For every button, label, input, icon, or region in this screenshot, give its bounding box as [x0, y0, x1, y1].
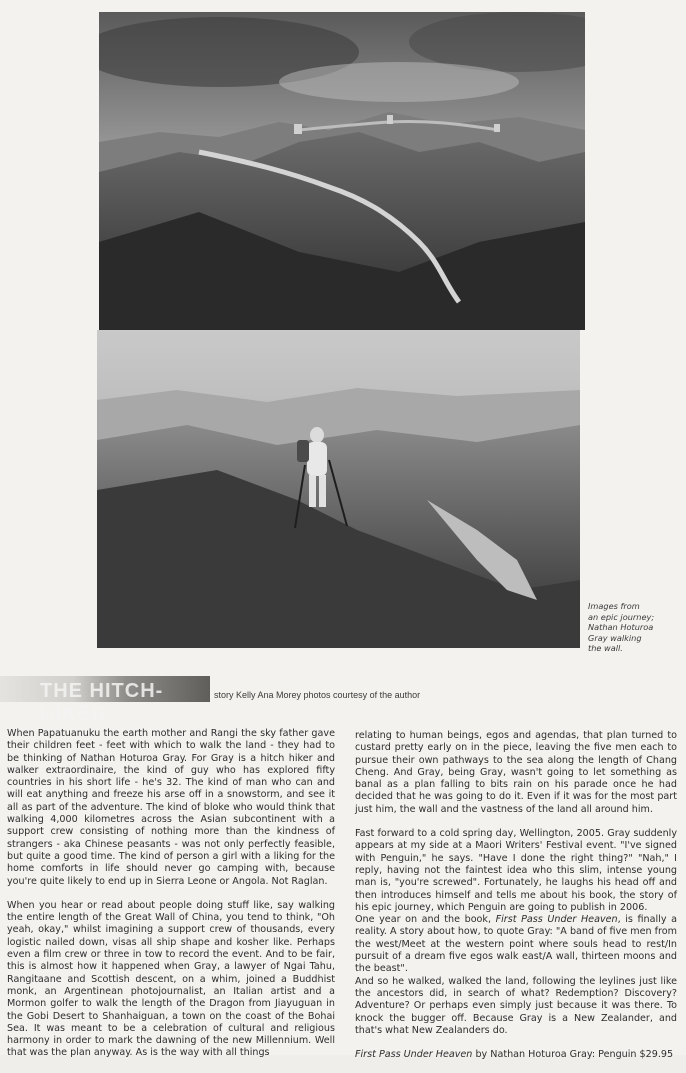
caption-line: Nathan Hoturoa [588, 622, 654, 632]
paragraph: Fast forward to a cold spring day, Wellington, 2005. Gray suddenly appears at my side at a Maori Writers' Festival event. "I've signed with Penguin," he says. "Have I done the right thing?" "Nah," I reply, having not the faintest idea who this slim, intense young man is, "you're screwed". Fortunately, he laughs his head off and then introduces himself and tells me about his book, the story of his epic journey, which Penguin are going to publish in 2006. [355, 828, 677, 913]
paragraph [355, 914, 677, 975]
article-title-band [0, 676, 210, 725]
paragraph: When Papatuanuku the earth mother and Rangi the sky father gave their children feet - feet with which to walk the land - they had to be thinking of Nathan Hoturoa Gray. For Gray is a hitch hiker and walker extraordinaire, the kind of guy who has explored fifty countries in his short life - he's 32. The kind of man who can and will eat anything and freeze his arse off in a snowstorm, and see it all as part of the adventure. The kind of bloke who would think that walking 4,000 kilometres across the Asian subcontinent with a support crew consisting of nothing more than the kindness of strangers - aka Chinese peasants - was not only perfectly feasible, but quite a good time. The kind of person a girl with a liking for the home comforts in life should never go camping with, because you're quite likely to end up in Sierra Leone or Angola. Not Raglan. [7, 728, 335, 887]
book-title: First Pass Under Heaven [495, 914, 618, 926]
great-wall-photo [99, 12, 585, 330]
photo-caption [588, 601, 664, 654]
caption-line: the wall. [588, 643, 623, 653]
paragraph: And so he walked, walked the land, following the leylines just like the ancestors did, in search of what? Redemption? Discovery? Adventure? Or perhaps even simply just because it was there. To knock the bugger off. Because Gray is a New Zealander, and that's what New Zealanders do. [355, 975, 677, 1036]
caption-line: Gray walking [588, 632, 642, 643]
paragraph: relating to human beings, egos and agendas, that plan turned to custard pretty early on in the piece, leaving the five men each to pursue their own pathways to the sea along the length of Chang Cheng. And Gray, being Gray, wasn't going to let something as banal as a plan falling to bits rain on his parade once he had decided that he was going to do it. Even if it was for the most part just him, the wall and the vastness of the land all around him. [355, 730, 677, 815]
article-title: THE HITCH-HIKER [40, 680, 164, 725]
hiker-photo [97, 330, 580, 648]
article-column-left [7, 728, 335, 1072]
paragraph-text: One year on and the book, [355, 914, 496, 926]
article-credit: story Kelly Ana Morey photos courtesy of the author [214, 690, 421, 700]
article-column-right [355, 730, 677, 1073]
paragraph: When you hear or read about people doing stuff like, say walking the entire length of the Great Wall of China, you tend to think, "Oh yeah, okay," whilst imagining a support crew of thousands, every logistic nailed down, visas all ship shape and kosher like. Perhaps even a film crew or three in tow to record the event. And to be fair, this is almost how it happened when Gray, a lawyer of Ngai Tahu, Rangitaane and Scottish descent, on a whim, joined a Buddhist monk, an Argentinean photojournalist, an Italian artist and a Mormon golfer to walk the length of the Dragon from Jiayuguan in the Gobi Desert to Shanhaiguan, a town on the coast of the Bohai Sea. It was meant to be a celebration of cultural and religious harmony in order to mark the dawning of the new Millennium. Well that was the plan anyway. As is the way with all things [7, 899, 335, 1059]
book-footer [355, 1049, 677, 1061]
caption-line: Images from [588, 601, 640, 611]
book-title: First Pass Under Heaven [355, 1049, 473, 1061]
paragraph-text: , is finally a reality. A story about how, to quote Gray: "A band of five men from the west/Meet at the western point where souls head to rest/In pursuit of a dream five egos walk east/A wall, thirteen moons and the beast". [355, 914, 677, 975]
book-details: by Nathan Hoturoa Gray: Penguin $29.95 [472, 1049, 674, 1061]
caption-line: an epic journey; [588, 611, 655, 622]
